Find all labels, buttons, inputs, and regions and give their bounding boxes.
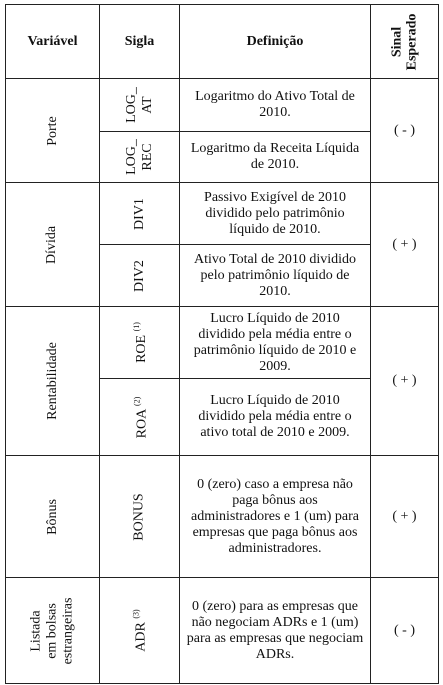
definition-cell: Lucro Líquido de 2010 dividido pela média entre o patrimônio líquido de 2010 e 2009. (180, 307, 371, 379)
definition-cell: Logaritmo do Ativo Total de 2010. (180, 79, 371, 132)
variable-cell (6, 183, 100, 307)
table-row (6, 578, 439, 684)
variable-label-line1: Listada (28, 609, 44, 652)
variable-cell (6, 456, 100, 578)
table-row (6, 456, 439, 578)
sigla-label: ROE (133, 334, 149, 363)
sigla-line2: AT (139, 96, 155, 114)
sigla-cell (100, 245, 180, 307)
definition-cell: 0 (zero) caso a empresa não paga bônus aos administradores e 1 (um) para empresas que paga bônus aos administradores. (180, 456, 371, 578)
sinal-cell: ( + ) (371, 307, 439, 456)
sigla-cell (100, 456, 180, 578)
table-row (6, 307, 439, 379)
sigla-cell (100, 132, 180, 183)
header-variavel: Variável (6, 5, 100, 79)
variable-label-line2: em bolsas (44, 602, 60, 659)
sigla-cell (100, 379, 180, 456)
sigla-label: DIV1 (131, 197, 147, 230)
sigla-line1: LOG_ (123, 87, 139, 123)
sinal-cell: ( - ) (371, 578, 439, 684)
sigla-line1: LOG_ (123, 139, 139, 175)
definition-cell: Passivo Exigível de 2010 dividido pelo patrimônio líquido de 2010. (180, 183, 371, 245)
footnote-marker: (2) (132, 396, 141, 406)
sinal-cell: ( + ) (371, 456, 439, 578)
header-definicao: Definição (180, 5, 371, 79)
variable-cell (6, 578, 100, 684)
sigla-label: ROA (134, 409, 149, 438)
header-sigla: Sigla (100, 5, 180, 79)
definition-cell: Lucro Líquido de 2010 dividido pela média entre o ativo total de 2010 e 2009. (180, 379, 371, 456)
variable-cell (6, 307, 100, 456)
sigla-label: ADR (133, 622, 149, 652)
footnote-marker: (3) (131, 609, 141, 619)
sigla-line2: REC (139, 143, 155, 171)
variable-cell (6, 79, 100, 183)
variable-label-line3: estrangeiras (60, 597, 76, 664)
sigla-label: BONUS (131, 492, 147, 541)
definition-cell: Logaritmo da Receita Líquida de 2010. (180, 132, 371, 183)
sigla-cell (100, 79, 180, 132)
header-sinal-line2: Esperado (404, 13, 420, 70)
sigla-cell (100, 578, 180, 684)
header-sinal-line1: Sinal (389, 26, 405, 57)
sigla-label: DIV2 (131, 259, 147, 292)
table-row (6, 183, 439, 245)
variable-label: Rentabilidade (44, 342, 60, 420)
definition-cell: Ativo Total de 2010 dividido pelo patrimônio líquido de 2010. (180, 245, 371, 307)
definition-cell: 0 (zero) para as empresas que não negociam ADRs e 1 (um) para as empresas que negociam ADRs. (180, 578, 371, 684)
variable-label: Bônus (44, 498, 60, 535)
header-row (6, 5, 439, 79)
sinal-cell: ( - ) (371, 79, 439, 183)
table-row (6, 79, 439, 132)
sinal-cell: ( + ) (371, 183, 439, 307)
sigla-cell (100, 183, 180, 245)
sigla-cell (100, 307, 180, 379)
header-sinal-esperado (371, 5, 439, 79)
footnote-marker: (1) (131, 322, 141, 332)
variable-label: Porte (44, 115, 60, 146)
variable-label: Dívida (44, 225, 60, 264)
variables-table (5, 4, 439, 684)
